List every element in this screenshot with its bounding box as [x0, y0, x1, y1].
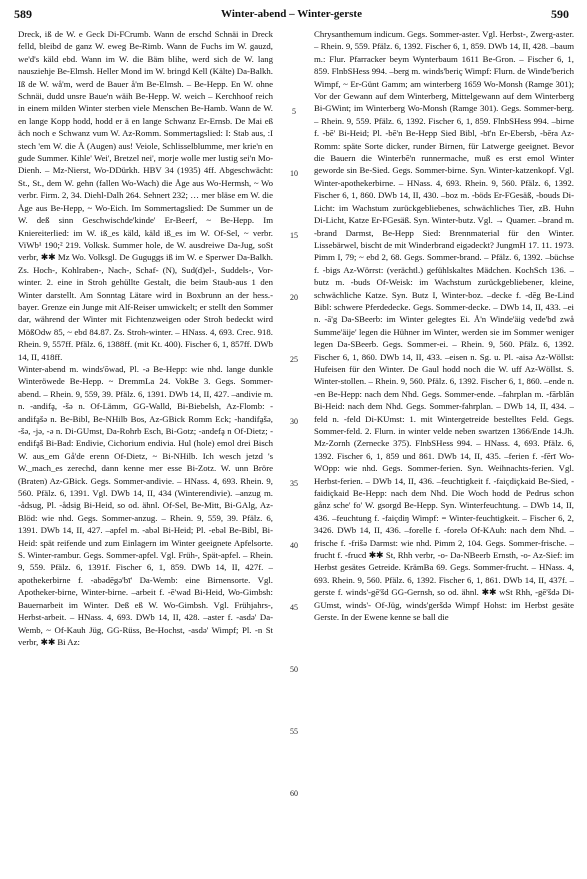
line-number: 5 — [292, 107, 296, 116]
line-number: 35 — [290, 479, 298, 488]
entry-winter-abend: Winter-abend m. winds'ōwad, Pl. -ə Be-Hepp: wie nhd. lange dunkle Winteröwede Be-Hepp. ~ DremmLa 24. VokBe 3. Gegs. Sommer-abend. – Rhein. 9, 559, 39. Pfälz. 6, 1391. DWb 14, II, 427. –andivie m. n. -andifḁ, -šə n. Of-Lämm, GG-Walld, Bi-Biebelsh, Az-Flomb: -andifḁšə n. Be-Bibl, Be-NHilb Bos, Az-GBick Romm Eck; -handifḁšə, -šə, -jə, -ə n. Di-GUmst, Da-Rohrb Esch, Bi-Gotz; -andefḁ n Of-Dietz; -endifḁš Bi-Bad: Endivie, Cichorium endivia. Hul (hole) emol drei Bisch W. aus_em Gå'de erenn Of-Dietz, ~ Bi-NHilb. Ich wesch jetzd 's W._mach_es zerechd, dann kenne mer esse Bi-Zotz. W. unn Bröre (Braten) Az-GBick. Gegs. Sommer-andivie. – HNass. 4, 693. Rhein. 9, 560. Pfälz. 6, 1391. Vgl. DWb 14, II, 434 (Winterendivie). –anzug m. -ådsug, Pl. -ådsig Bi-Heid, so od. ähnl. Of-Sel, Be-Mitt, Bi-GAlg, Az-Blöd: wie nhd. Gegs. Sommer-anzug. – Rhein. 9, 559, 39. Pfälz. 6, 1391. DWb 14, II, 427. –apfel m. -abəl Bi-Heid; Pl. -ebəl Be-Bibl, Bi-Heid: spät reifende und zum Einlagern im Winter geeignete Apfelsorte. S. Winter-rambur. Gegs. Sommer-apfel. Vgl. Früh-, Spät-apfel. – Rhein. 9, 559. Pfälz. 6, 1391f. Fischer 6, 1, 859. DWb 14, II, 427f. –apothekerbirne f. -abədēgə'bī' Da-Wemb: eine Birnensorte. Vgl. Apotheker-birne, Winter-birne. –arbeit f. -ē'wad Bi-Heid, Wo-Gimbsh: Bauernarbeit im Winter. Deß eß W. Wo-Gimbsh. Vgl. Frühjahrs-, Herbst-arbeit. – HNass. 4, 693. DWb 14, II, 428. –aster f. -asdə' Da-Wemb, ~ Of-Kauh Jüg, GG-Rüss, Be-Hochst, -asdə' Wimpf; Pl. -n St verbr, ✱✱ Bi Az: — [18, 363, 273, 647]
running-head: Winter-abend – Winter-gerste — [221, 8, 362, 20]
line-number: 55 — [290, 727, 298, 736]
line-number: 30 — [290, 417, 298, 426]
entries-winter-aster-to-gerste: Chrysanthemum indicum. Gegs. Sommer-aster. Vgl. Herbst-, Zwerg-aster. – Rhein. 9, 559. Pfälz. 6, 1392. Fischer 6, 1, 859. DWb 14, II, 428. –baum m.: Flur. Pfarracker beym Wynterbaum 1611 Be-Gron. – Fischer 6, 1, 859. FlnbSHess 994. –berg m. winds'beriç Wimpf: Flurn. de Winde'berich Wimpf, ~ Er-Günt Gamm; am winterberg 1659 Wo-Monsh (Ramge 301); Vor der Gewann auf dem Winterberg, Mittelgewann auf dem Winterberg Bi-GWint; im Winterberg Wo-Monsh (Ramge 301). Gegs. Sommer-berg. – Rhein. 9, 559. Pfälz. 6, 1392. Fischer 6, 1, 859. FlnbSHess 994. –birne f. -bē' Bi-Heid; Pl. -bē'n Be-Hepp Sied Bibl, -bī'n Er-Ebersb, -bēra Az-Romm: späte Sorte dicker, runder Birnen, für Latwerge geeignet. Bevor die Bauern die Winterbē'n runnermache, muß es erst emol Winter geworde sin Be-Sied. Gegs. Sommer-birne. Syn. Winter-katzenkopf. Vgl. Winter-apothekerbirne. – HNass. 4, 693. Rhein. 9, 560. Pfälz. 6, 1392. Fischer 6, 1, 860. DWb 14, II, 430. –boz m. -böds Er-FGesäß, -bouds Di-Licht: im Wachstum zurückgebliebenes, schwächliches Tier, zB. Huhn Di-Licht, Katze Er-FGesäß. Syn. Winter-butz. Vgl. → Quamer. –brand m. -brand Darmst, Be-Hepp Sied: Brennmaterial für den Winter. Lissebärwel, bischt de mit Winderbrand eigədeckt? JungmH 17. 11. 1973. Pimm I, 79; ~ ebd 2, 68. Gegs. Sommer-brand. – Pfälz. 6, 1392. –büchse f. -bigs Az-Wörrst: (verächtl.) gefühlskaltes Mädchen. KochSch 136. –butz m. -buds Of-Weisk: im Wachstum zurückgebliebener, kleine, schwächliche Katze. Syn. Butz I, Winter-boz. –decke f. -dēg Be-Lind Bibl: schwere Pferdedecke. Gegs. Sommer-decke. – DWb 14, II, 433. –ei n. -ā'g Da-SBeerb: im Winter gelegtes Ei. Å'n Winde'äig vede'bd zwå Summe'äije' legen die Hühner im Winter, werden sie im Sommer weniger legen Da-SBeerb. Gegs. Sommer-ei. – Rhein. 9, 560. Pfälz. 6, 1392. Fischer 6, 1, 860. DWb 14, II, 433. –eisen n. Sg. u. Pl. -aisə Az-Wöllst: Hufeisen für den Winter. De Gaul hodd noch die W. uff Az-Wöllst. S. Winter-stollen. – Rhein. 9, 560. Pfälz. 6, 1392. Fischer 6, 1, 860. –ende n. -en Be-Hepp: nach dem Nhd. Gegs. Sommer-ende. –fahrplan m. -fārblān Bi-Heid: nach dem Nhd. Gegs. Sommer-fahrplan. – DWb 14, II, 434. –feld n. -feld Di-KUmst: 1. mit Wintergetreide bestelltes Feld. Gegs. Sommer-feld. 2. Flurn. in winter velde neben swartzen 1366/Ende 14.Jh. Mz-Zornh (Zernecke 375). FlnbSHess 994. – HNass. 4, 693. Pfälz. 6, 1392. Fischer 6, 1, 859 und 861. DWb 14, II, 435. –ferien f. -fērī Wo-WOpp: wie nhd. Gegs. Sommer-ferien. Syn. Weihnachts-ferien. Vgl. Herbst-ferien. – DWb 14, II, 436. –feuchtigkeit f. -faiçdiçkaid Be-Sied, -faidiçkaid Be-Hepp: nach dem Nhd. Die Woch hodd de Pedrus schon gånz sche' fo' W. gsorgd Be-Hepp. Syn. Winterfeuchtung. – DWb 14, II, 436. –feuchtung f. -faiçdiŋ Wimpf: = Winter-feuchtigkeit. – Fischer 6, 2, 3426. DWb 14, II, 436. –forelle f. -forelə Of-KAuh: nach dem Nhd. –frische f. -frišə Darmst: wie nhd. Pimm 2, 104. Gegs. Sommer-frische. –frucht f. -frucd ✱✱ St, Rhh verbr, -o- Da-NBeerb Ernsth, -o- Az-Sief: im Herbst gesätes Getreide. KrämBa 69. Gegs. Sommer-frucht. – HNass. 4, 693. Rhein. 9, 560. Pfälz. 6, 1392. Fischer 6, 1, 861. DWb 14, II, 437f. –gerste f. winds'-gē'šd GG-Gernsh, so od. ähnl. ✱✱ wSt Rhh, -gē'šdə Di-GUmst, winds'- Of-Jüg, winds'geršdə Wimpf Hohst: im Herbst gesäte Gerste. In der Ewene kenne se ball die — [314, 29, 574, 623]
line-number: 15 — [290, 231, 298, 240]
line-number: 10 — [290, 169, 298, 178]
line-number: 40 — [290, 541, 298, 550]
page-number-left: 589 — [14, 7, 32, 21]
entry-winter: Dreck, iß de W. e Geck Di-FCrumb. Wann de erschd Schnäi in Dreck felld, bleibd de ganz W. eweg Be-Rimb. Wann de Fuchs im W. gauzd, we'd's käld ebd. Wann im W. die Bäm blihe, werd sich de W. lang nausziehje Be-Elmsh. Heller Mond im W. bringd Kell (Kälte) Da-Balkh. Iß de W. wå'm, werd de Bauer å'm Be-Elmsh. – Be-Hepp. En W. ohne Schnäi, dudd unsre Baue'n wäih Be-Hepp. W. weich – Kerchhoof reich in einem milden Winter sterben viele Menschen Be-Hamb. Wann de W. en lange Kopp hodd, hodd er ä en lange Schwanz Er-Ernsb. De Mai eß äch noch e Schwanz vum W. Az-Romm. Sommertagslied: I: Stab aus, :I stech 'em W. die Å (Augen) aus! Veiole, Schlisselblumme, mer krie'n en gude Summer. Kihle' Wei', Bretzel nei', morje wolle mer lustig sei'n Mo-Dienh. – Mz-Nierst, Wo-DDürkh. HBV 34 (1935) 4ff. Abgeschwächt: St., St., dem W. gehn (fallen Wo-Wach) die Åge aus Wo-Hermsh, ~ Wo verbr. Firm. 2, 34. Diehl-Dalh 264. Sehnert 232; … mer bläse em W. die Åge aus Be-Hepp, ~ Wo-Eich. Im Sommertagslied: De Summer un de W. deß sinn Geschwischde'kinde' Er-Beerf, ~ Be-Hepp. Im Kniereiterlied: im W. iß_es käld, käld iß_es im W. Of-Sel, ~ verbr. ViWb¹ 190;² 219. Volksk. Summer hole, de W. ausdreiwe Da-Jug, soSt verbr, ✱✱ Mz Wo. Volksgl. De Guguggs iß im W. e Sperwer Da-Balkh. Zs. Hoch-, Kohlraben-, Nach-, Schaf- (N), Sud(d)el-, Suddels-, Vor-winter. 2. eine in Stroh gehüllte Gestalt, die beim Staub-aus 1 den Winter darstellt. Am Sonntag Lätare wird in Boxbrunn an der hess.-bayer. Grenze ein Junge mit Alf-Reiser umwickelt; er stellt den Sommer dar, während der Winter mit Fichtenzweigen oder Stroh bedeckt wird MößOdw 85, ~ ebd 84.87. Zs. Stroh-winter. – HNass. 4, 693. Crec. 918. Rhein. 9, 557ff. Pfälz. 6, 1388ff. (mit Kt. 400). Fischer 6, 1, 857ff. DWb 14, II, 418ff. — [18, 29, 273, 362]
left-column — [18, 28, 273, 865]
line-number: 20 — [290, 293, 298, 302]
page-number-right: 590 — [551, 7, 569, 21]
line-number: 50 — [290, 665, 298, 674]
line-number: 60 — [290, 789, 298, 798]
right-column — [314, 28, 574, 865]
line-number: 45 — [290, 603, 298, 612]
page-header — [14, 5, 569, 25]
line-number: 25 — [290, 355, 298, 364]
